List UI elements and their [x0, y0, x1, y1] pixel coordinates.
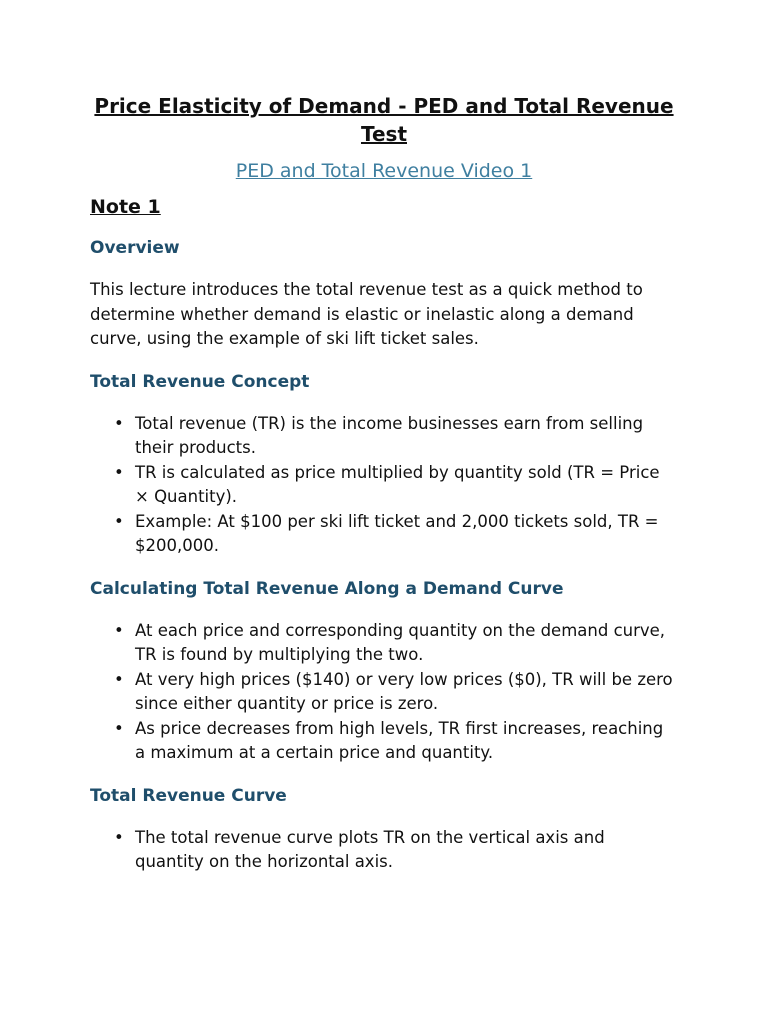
list-item [90, 717, 678, 766]
list-item-text: As price decreases from high levels, TR first increases, reaching a maximum at a certain price and quantity. [135, 718, 664, 762]
list-item-text: Total revenue (TR) is the income businesses earn from selling their products. [135, 413, 644, 457]
bullet-list-total-revenue-curve [90, 826, 678, 875]
bullet-list-calculating-total-revenue [90, 619, 678, 766]
list-item [90, 826, 678, 875]
list-item [90, 510, 678, 559]
bullet-icon: • [114, 669, 124, 689]
bullet-icon: • [114, 827, 124, 847]
section-heading-overview: Overview [90, 238, 180, 258]
list-item-text: Example: At $100 per ski lift ticket and 2,000 tickets sold, TR = $200,000. [135, 511, 659, 555]
bullet-icon: • [114, 718, 124, 738]
section-heading-total-revenue-curve: Total Revenue Curve [90, 785, 287, 806]
bullet-icon: • [114, 413, 124, 433]
list-item-text: TR is calculated as price multiplied by quantity sold (TR = Price × Quantity). [135, 462, 660, 506]
bullet-icon: • [114, 511, 124, 531]
list-item-text: At each price and corresponding quantity on the demand curve, TR is found by multiplying the two. [135, 620, 666, 664]
list-item [90, 412, 678, 461]
list-item [90, 619, 678, 668]
list-item-text: The total revenue curve plots TR on the vertical axis and quantity on the horizontal axis. [135, 827, 605, 871]
document-title: Price Elasticity of Demand - PED and Total Revenue Test [94, 94, 674, 146]
bullet-icon: • [114, 462, 124, 482]
bullet-list-total-revenue-concept [90, 412, 678, 559]
bullet-icon: • [114, 620, 124, 640]
list-item [90, 668, 678, 717]
note-heading: Note 1 [90, 196, 161, 218]
overview-paragraph: This lecture introduces the total revenue test as a quick method to determine whether demand is elastic or inelastic along a demand curve, using the example of ski lift ticket sales. [90, 280, 643, 348]
list-item-text: At very high prices ($140) or very low prices ($0), TR will be zero since either quantity or price is zero. [135, 669, 673, 713]
list-item [90, 461, 678, 510]
video-link[interactable]: PED and Total Revenue Video 1 [235, 160, 533, 182]
section-heading-total-revenue-concept: Total Revenue Concept [90, 371, 310, 392]
section-heading-calculating-total-revenue: Calculating Total Revenue Along a Demand Curve [90, 578, 564, 599]
